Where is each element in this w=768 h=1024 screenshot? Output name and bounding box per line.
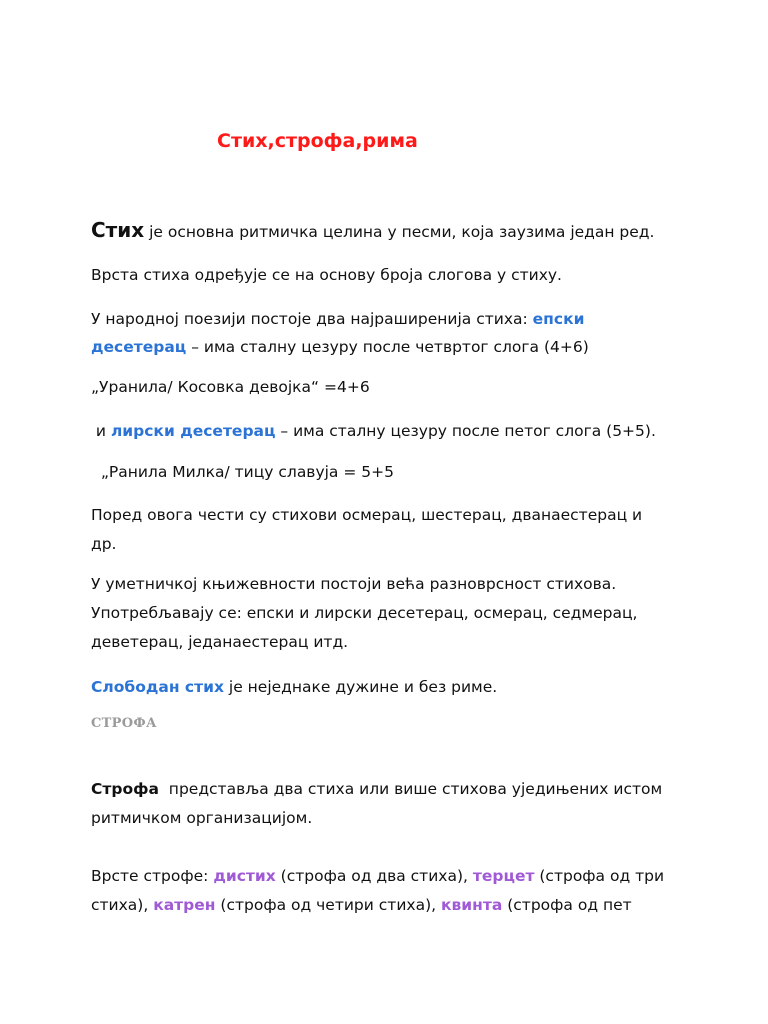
paragraph-stih-definition (91, 220, 654, 242)
term-epski: епски (532, 310, 585, 328)
section-heading-strofa: СТРОФА (91, 716, 157, 731)
kvinta-desc: (строфа од пет (502, 896, 632, 914)
paragraph-art-lit-line2: Употребљавају се: епски и лирски десетерац, осмерац, седмерац, (91, 604, 638, 622)
strofa-types-intro: Врсте строфе: (91, 867, 214, 885)
paragraph-strofa-types-line2 (91, 895, 632, 915)
free-verse-text: је неједнаке дужине и без риме. (223, 678, 498, 696)
paragraph-folk-poetry-line1 (91, 309, 584, 329)
stih-definition-text: је основна ритмичка целина у песми, која заузима један ред. (144, 223, 655, 241)
term-kvinta: квинта (440, 896, 503, 914)
lyric-text: – има сталну цезуру после петог слога (5+5). (275, 422, 656, 440)
folk-poetry-text: У народној поезији постоје два најраширенија стиха: (91, 310, 533, 328)
example-ranila: „Ранила Милка/ тицу славуја = 5+5 (91, 463, 394, 481)
paragraph-art-lit-line1: У уметничкој књижевности постоји већа разноврсност стихова. (91, 575, 617, 593)
term-slobodan-stih: Слободан стих (91, 678, 224, 696)
term-lirski-deseterac: лирски десетерац (110, 422, 276, 440)
strofa-definition-text: представља два стиха или више стихова уједињених истом (158, 780, 663, 798)
paragraph-free-verse (91, 677, 497, 697)
term-stih: Стих (91, 218, 145, 242)
tercet-desc-end: стиха), (91, 896, 154, 914)
example-uranila: „Уранила/ Косовка девојка“ =4+6 (91, 378, 370, 396)
term-katren: катрен (153, 896, 216, 914)
paragraph-other-verses-line2: др. (91, 535, 117, 553)
paragraph-verse-type: Врста стиха одређује се на основу броја слогова у стиху. (91, 266, 562, 284)
paragraph-strofa-line1 (91, 779, 662, 799)
katren-desc: (строфа од четири стиха), (215, 896, 441, 914)
term-deseterac: десетерац (91, 338, 187, 356)
paragraph-folk-poetry-line2 (91, 337, 589, 357)
deseterac-text: – има сталну цезуру после четвртог слога (4+6) (186, 338, 589, 356)
paragraph-strofa-types-line1 (91, 866, 664, 886)
distih-desc: (строфа од два стиха), (275, 867, 473, 885)
page-title: Стих,строфа,рима (217, 130, 418, 152)
paragraph-strofa-line2: ритмичком организацијом. (91, 809, 313, 827)
tercet-desc: (строфа од три (534, 867, 665, 885)
paragraph-art-lit-line3: деветерац, једанаестерац итд. (91, 633, 349, 651)
paragraph-other-verses-line1: Поред овога чести су стихови осмерац, шестерац, дванаестерац и (91, 506, 643, 524)
term-distih: дистих (213, 867, 276, 885)
lyric-pre: и (91, 422, 111, 440)
term-strofa: Строфа (91, 780, 159, 798)
paragraph-lyric-deseterac (91, 421, 656, 441)
term-tercet: терцет (472, 867, 535, 885)
